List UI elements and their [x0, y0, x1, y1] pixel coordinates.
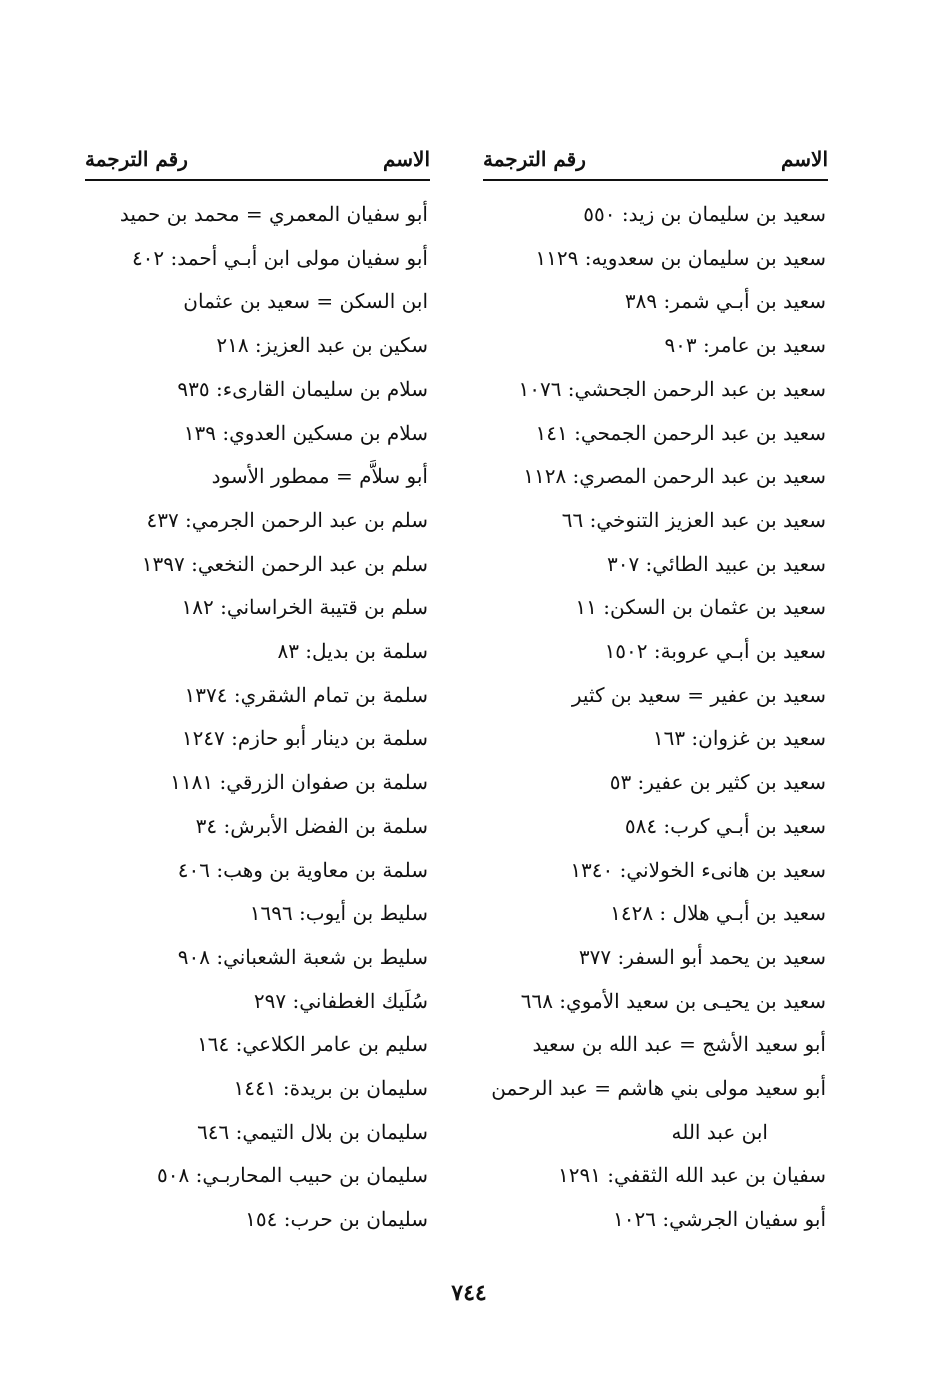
index-entry: سفيان بن عبد الله الثقفي: ١٢٩١: [557, 1163, 826, 1188]
index-entry: سعيد بن عبد الرحمن الجمحي: ١٤١: [535, 420, 826, 445]
index-column-left: [85, 135, 430, 1242]
index-entry: سعيد بن عامر: ٩٠٣: [664, 333, 826, 358]
index-entry: سلم بن عبد الرحمن الجرمي: ٤٣٧: [146, 507, 428, 532]
index-entry: سلمة بن دينار أبو حازم: ١٢٤٧: [181, 726, 428, 751]
index-entry: أبو سعيد مولى بني هاشم = عبد الرحمن: [491, 1076, 826, 1101]
index-entry: سُلَيك الغطفاني: ٢٩٧: [253, 988, 428, 1013]
index-entry: سعيد بن سليمان بن سعدويه: ١١٢٩: [535, 245, 826, 270]
index-entry: سعيد بن عبد الرحمن المصري: ١١٢٨: [523, 464, 826, 489]
page-number: ٧٤٤: [451, 1280, 487, 1306]
index-entry: سلم بن قتيبة الخراساني: ١٨٢: [181, 595, 428, 620]
index-entry: سلمة بن صفوان الزرقي: ١١٨١: [170, 770, 428, 795]
index-entry: سعيد بن أبـي شمر: ٣٨٩: [624, 289, 826, 314]
number-heading: رقم الترجمة: [483, 147, 586, 171]
index-entry: سعيد بن أبـي كرب: ٥٨٤: [624, 813, 826, 838]
index-entry: سعيد بن عثمان بن السكن: ١١: [575, 595, 826, 620]
index-entry: سلمة بن الفضل الأبرش: ٣٤: [195, 813, 428, 838]
column-header: [483, 135, 828, 181]
index-entry: سعيد بن يحيـى بن سعيد الأموي: ٦٦٨: [520, 988, 826, 1013]
index-entry: سعيد بن عبد العزيز التنوخي: ٦٦: [561, 507, 826, 532]
index-entry: سعيد بن أبـي هلال : ١٤٢٨: [610, 901, 826, 926]
index-entry: ابن السكن = سعيد بن عثمان: [183, 289, 428, 314]
index-entry: سعيد بن أبـي عروبة: ١٥٠٢: [604, 639, 826, 664]
index-entry: سليمان بن حبيب المحاربـي: ٥٠٨: [157, 1163, 428, 1188]
entry-list: [85, 181, 430, 1242]
index-entry: سليم بن عامر الكلاعي: ١٦٤: [197, 1032, 428, 1057]
index-entry: سليمان بن بريدة: ١٤٤١: [233, 1076, 428, 1101]
index-entry: سكين بن عبد العزيز: ٢١٨: [216, 333, 428, 358]
number-heading: رقم الترجمة: [85, 147, 188, 171]
index-entry: سليمان بن حرب: ١٥٤: [245, 1207, 428, 1232]
index-entry: سعيد بن هانىء الخولاني: ١٣٤٠: [570, 857, 826, 882]
name-heading: الاسم: [382, 147, 430, 171]
index-entry: سلمة بن معاوية بن وهب: ٤٠٦: [177, 857, 428, 882]
column-header: [85, 135, 430, 181]
index-entry: سعيد بن عبيد الطائي: ٣٠٧: [606, 551, 826, 576]
index-entry: سليط بن أيوب: ١٦٩٦: [249, 901, 428, 926]
index-entry: سلمة بن تمام الشقري: ١٣٧٤: [184, 682, 428, 707]
index-entry: سعيد بن يحمد أبو السفر: ٣٧٧: [578, 944, 826, 969]
name-heading: الاسم: [780, 147, 828, 171]
index-entry: أبو سعيد الأشج = عبد الله بن سعيد: [532, 1032, 826, 1057]
index-entry: سلمة بن بديل: ٨٣: [277, 639, 428, 664]
index-entry: سليط بن شعبة الشعباني: ٩٠٨: [177, 944, 428, 969]
index-entry: سلام بن مسكين العدوي: ١٣٩: [183, 420, 428, 445]
index-entry: أبو سفيان الجرشي: ١٠٢٦: [613, 1207, 826, 1232]
index-entry: أبو سفيان مولى ابن أبـي أحمد: ٤٠٢: [131, 245, 428, 270]
index-entry: سعيد بن عبد الرحمن الجحشي: ١٠٧٦: [518, 376, 826, 401]
index-entry: سليمان بن بلال التيمي: ٦٤٦: [197, 1119, 428, 1144]
index-entry: أبو سلاَّم = ممطور الأسود: [211, 464, 428, 489]
entry-list: [483, 181, 828, 1242]
index-entry: سعيد بن سليمان بن زيد: ٥٥٠: [583, 202, 826, 226]
index-entry-continuation: ابن عبد الله: [671, 1119, 768, 1144]
index-column-right: [483, 135, 828, 1242]
index-entry: سعيد بن غزوان: ١٦٣: [652, 726, 826, 751]
index-entry: سلام بن سليمان القارىء: ٩٣٥: [177, 376, 428, 401]
index-entry: سعيد بن عفير = سعيد بن كثير: [571, 682, 826, 707]
index-entry: سلم بن عبد الرحمن النخعي: ١٣٩٧: [141, 551, 428, 576]
index-entry: سعيد بن كثير بن عفير: ٥٣: [609, 770, 826, 795]
index-entry: أبو سفيان المعمري = محمد بن حميد: [119, 202, 428, 226]
